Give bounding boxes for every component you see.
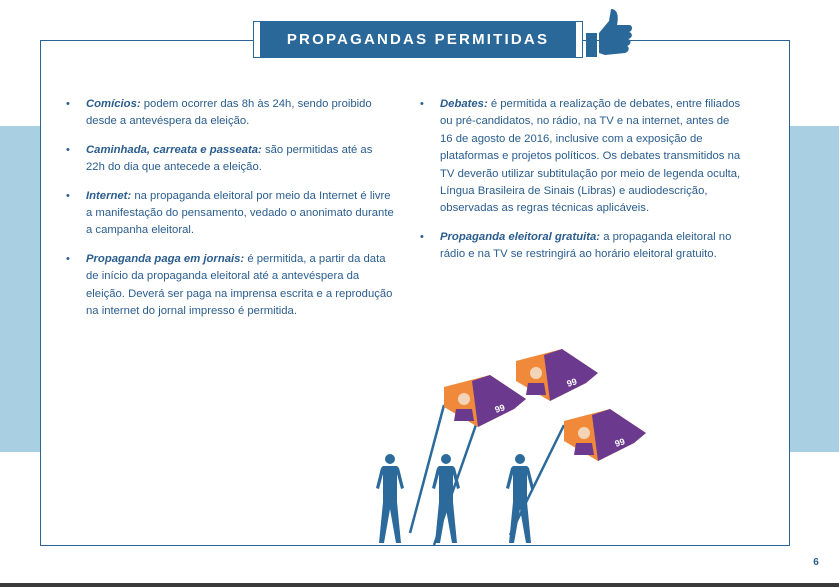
thumbs-up-icon: [583, 5, 633, 59]
flag-number: 99: [613, 436, 627, 449]
bullet: •: [420, 98, 424, 110]
item-text: podem ocorrer das 8h às 24h, sendo proibido desde a antevéspera da eleição.: [86, 98, 372, 128]
person-figure: [432, 454, 460, 543]
page-title: PROPAGANDAS PERMITIDAS: [254, 22, 582, 57]
people-with-flags-illustration: [360, 345, 627, 545]
bullet: •: [66, 98, 70, 110]
item-term: Caminhada, carreata e passeata:: [86, 143, 262, 156]
item-term: Propaganda eleitoral gratuita:: [440, 230, 601, 243]
bullet: •: [66, 252, 70, 265]
item-text: é permitida a realização de debates, entre filiados ou pré-candidatos, no rádio, na TV e na internet, antes de 16 de agosto de 2016, inclusive com a exposição de plataformas e projetos políticos. Os debates transmitidos na TV deverão utilizar subtitulação por meio de legenda oculta, Língua Brasileira de Sinais (Libras) e audiodescrição, observadas as regras técnicas aplicáveis.: [440, 98, 741, 215]
item-text: são permitidas até as 22h do dia que antecede a eleição.: [86, 143, 373, 174]
flag-number: 99: [493, 402, 507, 415]
list-item: [64, 188, 394, 240]
list-item: [64, 142, 394, 177]
bottom-strip: [0, 583, 839, 587]
flag-top: [516, 349, 598, 401]
list-item: [64, 251, 394, 321]
right-column: [418, 96, 744, 275]
flag-left: [444, 375, 526, 427]
list-item: [418, 96, 744, 218]
item-term: Propaganda paga em jornais:: [86, 252, 245, 265]
item-term: Internet:: [86, 189, 132, 202]
bullet: •: [66, 143, 70, 156]
person-figure: [506, 454, 534, 543]
list-item: [64, 96, 394, 131]
item-term: Debates:: [440, 98, 488, 110]
bullet: •: [420, 230, 424, 243]
page-number: 6: [813, 557, 819, 568]
item-term: Comícios:: [86, 98, 141, 110]
item-text: a propaganda eleitoral no rádio e na TV se restringirá ao horário eleitoral gratuito.: [440, 230, 732, 261]
item-text: é permitida, a partir da data de início da propaganda eleitoral até a antevéspera da eleição. Deverá ser paga na imprensa escrita e a reprodução na internet do jornal impresso é permitida.: [86, 252, 393, 318]
left-column: [64, 96, 394, 331]
flag-number: 99: [565, 376, 579, 389]
person-figure: [376, 454, 404, 543]
bullet: •: [66, 189, 70, 202]
list-item: [418, 229, 744, 264]
item-text: na propaganda eleitoral por meio da Internet é livre a manifestação do pensamento, vedado o anonimato durante a campanha eleitoral.: [86, 189, 394, 237]
